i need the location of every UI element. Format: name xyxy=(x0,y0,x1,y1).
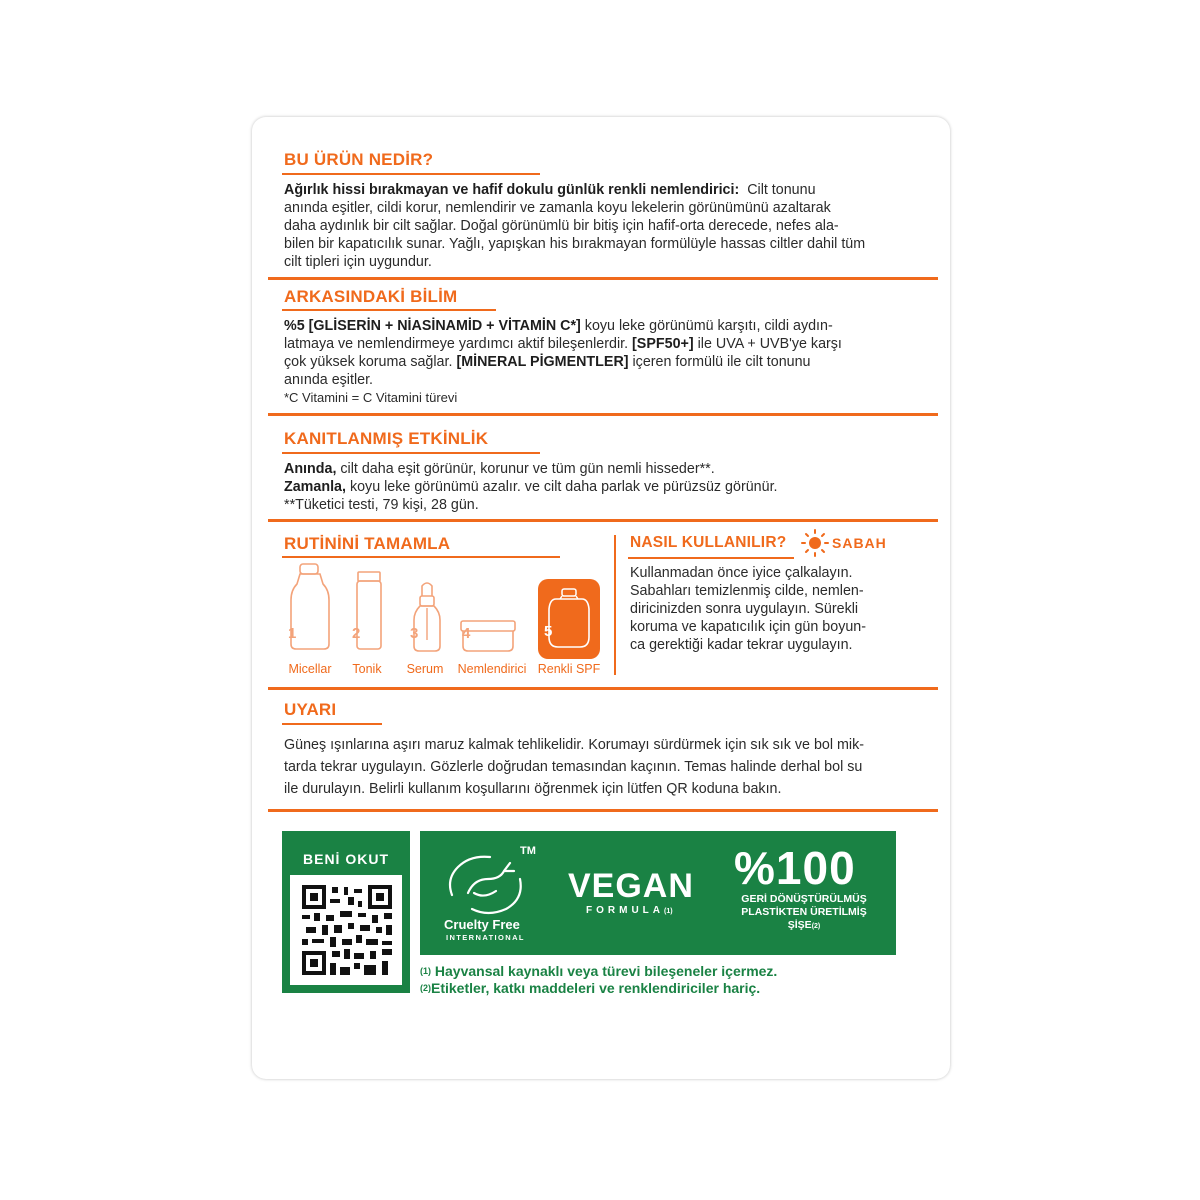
section-title-science: ARKASINDAKİ BİLİM xyxy=(284,287,458,306)
footnote-marker: (1) xyxy=(420,966,431,976)
step-label-micellar: Micellar xyxy=(288,662,332,676)
step-number: 1 xyxy=(288,625,297,642)
what-line: daha aydınlık bir cilt sağlar. Doğal görünümlü bir bitiş için hafif-orta derecede, nefes ala- xyxy=(284,218,839,234)
title-underline xyxy=(282,309,496,311)
footnote-text: Etiketler, katkı maddeleri ve renklendiriciler hariç. xyxy=(431,980,761,996)
what-line: bilen bir kapatıcılık sunar. Yağlı, yapışkan his bırakmayan formülüyle hassas ciltler dahil tüm xyxy=(284,236,866,252)
sun-icon xyxy=(800,528,830,558)
step-number: 5 xyxy=(544,623,553,640)
morning-badge: SABAH xyxy=(832,535,887,551)
title-underline xyxy=(628,557,794,559)
leaping-bunny-icon xyxy=(444,849,528,919)
title-underline xyxy=(282,556,560,558)
step-number: 3 xyxy=(410,625,419,642)
proven-line: cilt daha eşit görünür, korunur ve tüm gün nemli hisseder**. xyxy=(336,461,715,477)
science-line: ile UVA + UVB'ye karşı xyxy=(693,336,842,352)
trademark-mark: TM xyxy=(520,845,536,857)
step-number: 4 xyxy=(462,625,471,642)
science-note: *C Vitamini = C Vitamini türevi xyxy=(284,390,458,405)
section-divider xyxy=(268,809,938,812)
recycled-line: ŞİŞE xyxy=(787,919,812,931)
proven-bold: Zamanla, xyxy=(284,479,346,495)
proven-note: **Tüketici testi, 79 kişi, 28 gün. xyxy=(284,497,479,513)
product-label-card xyxy=(252,117,950,1079)
science-line: koyu leke görünümü karşıtı, cildi aydın- xyxy=(580,318,833,334)
what-line: anında eşitler, cildi korur, nemlendirir ve zamanla koyu lekelerin görünümünü azaltarak xyxy=(284,200,831,216)
what-line: Cilt tonunu xyxy=(747,182,816,198)
science-line: latmaya ve nemlendirmeye yardımcı aktif bileşenlerdir. xyxy=(284,336,633,352)
step-number: 2 xyxy=(352,625,361,642)
vegan-title: VEGAN xyxy=(568,867,694,905)
qr-code-icon xyxy=(302,885,392,975)
recycled-percent: %100 xyxy=(734,842,856,894)
footnote-text: Hayvansal kaynaklı veya türevi bileşeneler içermez. xyxy=(431,963,778,979)
cruelty-free-text: Cruelty Free xyxy=(444,917,520,932)
step-label-serum: Serum xyxy=(406,662,444,676)
recycled-line: PLASTİKTEN ÜRETİLMİŞ xyxy=(741,906,867,918)
qr-panel xyxy=(282,831,410,993)
serum-dropper-icon xyxy=(412,580,442,654)
recycled-line: GERİ DÖNÜŞTÜRÜLMÜŞ xyxy=(741,893,867,905)
section-title-warning: UYARI xyxy=(284,700,337,719)
badges-panel xyxy=(420,831,896,955)
footnote-ref: (1) xyxy=(664,908,673,915)
what-text xyxy=(284,181,924,271)
proven-text xyxy=(284,460,924,514)
warning-line: ile durulayın. Belirli kullanım koşullarını öğrenmek için lütfen QR koduna bakın. xyxy=(284,781,782,797)
section-title-howto: NASIL KULLANILIR? xyxy=(630,534,787,551)
howto-line: ca gerektiği kadar tekrar uygulayın. xyxy=(630,637,853,653)
column-divider xyxy=(614,535,616,675)
vegan-formula-text: FORMULA xyxy=(586,905,664,916)
howto-line: diricinizden sonra uygulayın. Sürekli xyxy=(630,601,859,617)
what-lead: Ağırlık hissi bırakmayan ve hafif dokulu günlük renkli nemlendirici: xyxy=(284,182,740,198)
proven-bold: Anında, xyxy=(284,461,337,477)
tinted-spf-bottle-icon xyxy=(546,587,592,651)
proven-line: koyu leke görünümü azalır. ve cilt daha parlak ve pürüzsüz görünür. xyxy=(345,479,778,495)
howto-text xyxy=(630,564,930,654)
vegan-formula xyxy=(586,905,673,916)
step-label-renkli-spf: Renkli SPF xyxy=(537,662,601,676)
qr-code-box[interactable] xyxy=(290,875,402,985)
footnote-ref: (2) xyxy=(811,923,821,930)
science-text xyxy=(284,317,924,406)
warning-line: tarda tekrar uygulayın. Gözlerle doğrudan temasından kaçının. Temas halinde derhal bol su xyxy=(284,759,863,775)
section-divider xyxy=(268,687,938,690)
cruelty-free-subtext: INTERNATIONAL xyxy=(446,933,525,942)
qr-label: BENİ OKUT xyxy=(303,851,389,867)
science-line: anında eşitler. xyxy=(284,372,374,388)
title-underline xyxy=(282,723,382,725)
section-title-what: BU ÜRÜN NEDİR? xyxy=(284,150,434,169)
section-title-proven: KANITLANMIŞ ETKİNLİK xyxy=(284,429,489,448)
warning-text xyxy=(284,734,934,800)
footnote-marker: (2) xyxy=(420,983,431,993)
science-bold: [SPF50+] xyxy=(632,336,694,352)
recycled-text xyxy=(716,893,892,933)
howto-line: koruma ve kapatıcılık için gün boyun- xyxy=(630,619,867,635)
science-line: çok yüksek koruma sağlar. xyxy=(284,354,457,370)
step-label-nemlendirici: Nemlendirici xyxy=(457,662,527,676)
section-divider xyxy=(268,277,938,280)
section-divider xyxy=(268,519,938,522)
howto-line: Kullanmadan önce iyice çalkalayın. xyxy=(630,565,853,581)
step-label-tonik: Tonik xyxy=(352,662,382,676)
warning-line: Güneş ışınlarına aşırı maruz kalmak tehlikelidir. Korumayı sürdürmek için sık sık ve bol mik- xyxy=(284,737,865,753)
title-underline xyxy=(282,173,540,175)
howto-line: Sabahları temizlenmiş cilde, nemlen- xyxy=(630,583,864,599)
footnotes xyxy=(420,963,900,997)
science-line: içeren formülü ile cilt tonunu xyxy=(628,354,811,370)
tinted-spf-highlight xyxy=(538,579,600,659)
what-line: cilt tipleri için uygundur. xyxy=(284,254,432,270)
section-divider xyxy=(268,413,938,416)
section-title-routine: RUTİNİNİ TAMAMLA xyxy=(284,534,451,553)
science-bold: [MİNERAL PİGMENTLER] xyxy=(456,354,629,370)
title-underline xyxy=(282,452,540,454)
science-bold: %5 [GLİSERİN + NİASİNAMİD + VİTAMİN C*] xyxy=(284,318,581,334)
